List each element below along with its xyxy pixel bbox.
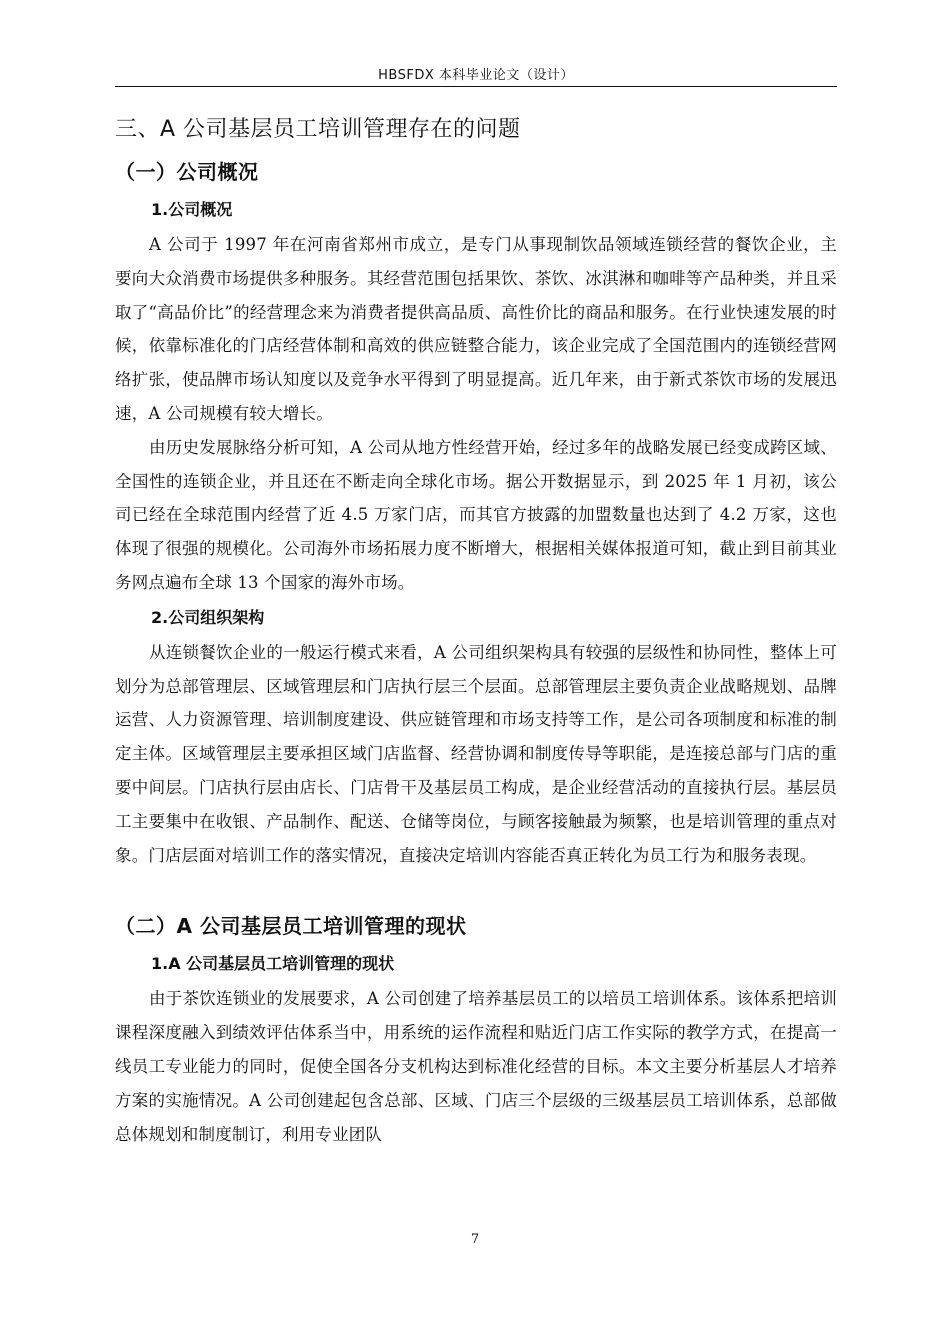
section-heading: 三、A 公司基层员工培训管理存在的问题 xyxy=(115,117,521,142)
paragraph: 由历史发展脉络分析可知，A 公司从地方性经营开始，经过多年的战略发展已经变成跨区域、全国性的连锁企业，并且还在不断走向全球化市场。据公开数据显示，到 2025 年 1 月初，该公司已经在全球范围内经营了近 4.5 万家门店，而其官方披露的加盟数量也达到了 4.2 万家，这也体现了很强的规模化。公司海外市场拓展力度不断增大，根据相关媒体报道可知，截止到目前其业务网点遍布全球 13 个国家的海外市场。 xyxy=(115,437,837,592)
item-heading-training-status: 1.A 公司基层员工培训管理的现状 xyxy=(151,954,395,974)
page-body xyxy=(115,108,837,1151)
subsection-heading-1: （一）公司概况 xyxy=(115,160,259,184)
subsection-heading-2: （二）A 公司基层员工培训管理的现状 xyxy=(115,914,467,939)
header-rule xyxy=(115,86,837,87)
paragraph: 从连锁餐饮企业的一般运行模式来看，A 公司组织架构具有较强的层级性和协同性，整体上可划分为总部管理层、区域管理层和门店执行层三个层面。总部管理层主要负责企业战略规划、品牌运营、人力资源管理、培训制度建设、供应链管理和市场支持等工作，是公司各项制度和标准的制定主体。区域管理层主要承担区域门店监督、经营协调和制度传导等职能，是连接总部与门店的重要中间层。门店执行层由店长、门店骨干及基层员工构成，是企业经营活动的直接执行层。基层员工主要集中在收银、产品制作、配送、仓储等岗位，与顾客接触最为频繁，也是培训管理的重点对象。门店层面对培训工作的落实情况，直接决定培训内容能否真正转化为员工行为和服务表现。 xyxy=(115,642,837,865)
running-header: HBSFDX 本科毕业论文（设计） xyxy=(378,68,574,83)
paragraph: 由于茶饮连锁业的发展要求，A 公司创建了培养基层员工的以培员工培训体系。该体系把培训课程深度融入到绩效评估体系当中，用系统的运作流程和贴近门店工作实际的教学方式，在提高一线员工专业能力的同时，促使全国各分支机构达到标准化经营的目标。本文主要分析基层人才培养方案的实施情况。A 公司创建起包含总部、区域、门店三个层级的三级基层员工培训体系，总部做总体规划和制度制订，利用专业团队 xyxy=(115,989,837,1144)
paragraph: A 公司于 1997 年在河南省郑州市成立，是专门从事现制饮品领域连锁经营的餐饮企业，主要向大众消费市场提供多种服务。其经营范围包括果饮、茶饮、冰淇淋和咖啡等产品种类，并且采取了“高品价比”的经营理念来为消费者提供高品质、高性价比的商品和服务。在行业快速发展的时候，依靠标准化的门店经营体制和高效的供应链整合能力，该企业完成了全国范围内的连锁经营网络扩张，使品牌市场认知度以及竞争水平得到了明显提高。近几年来，由于新式茶饮市场的发展迅速，A 公司规模有较大增长。 xyxy=(115,235,837,423)
item-heading-org-structure: 2.公司组织架构 xyxy=(151,607,265,627)
section-spacer xyxy=(115,872,837,906)
page-number: 7 xyxy=(470,1232,480,1247)
item-heading-company-overview: 1.公司概况 xyxy=(151,200,233,219)
